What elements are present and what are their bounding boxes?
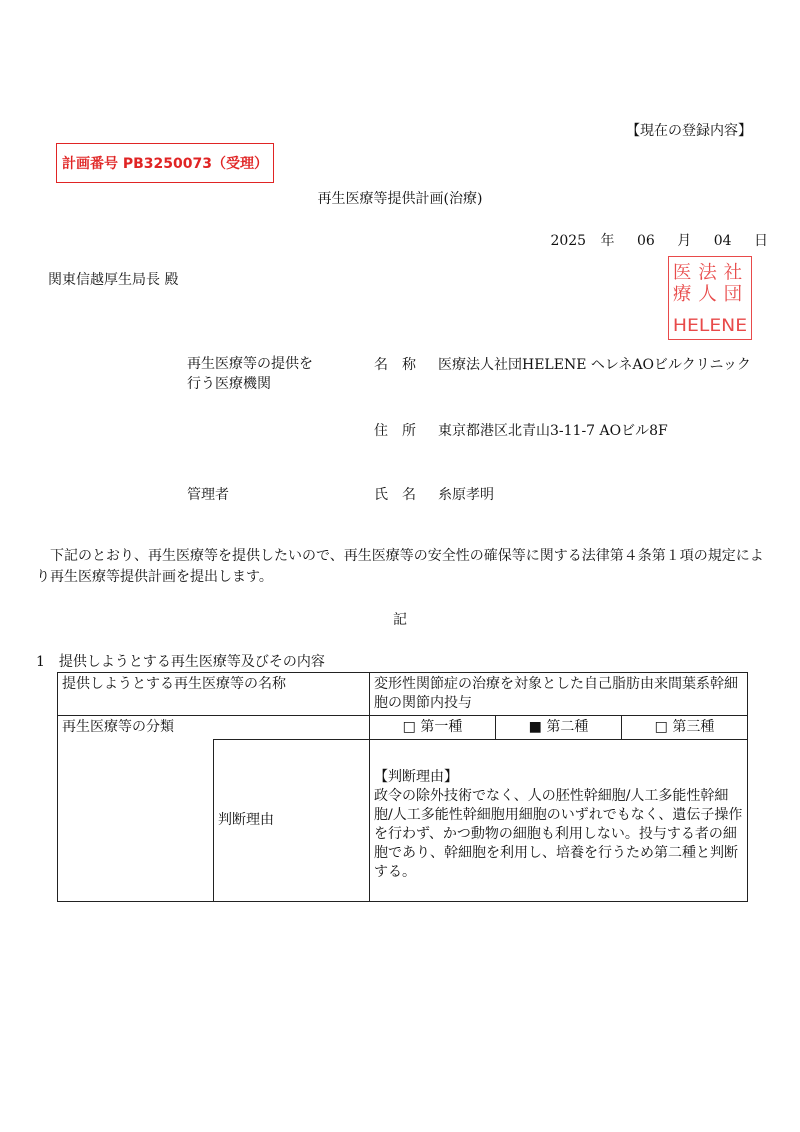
seal-char-1: 医 [672,262,692,284]
seal-char-6: 団 [723,283,743,305]
name-label: 名 称 [374,357,416,373]
table-row [58,716,748,740]
date-month-unit: 月 [677,233,692,249]
document-title: 再生医療等提供計画(治療) [317,191,483,207]
class-option-third: □ 第三種 [621,716,747,739]
classification-options [370,716,748,740]
seal-char-2: 療 [672,283,692,305]
institution-address: 東京都港区北青山3-11-7 AOビル8F [438,423,668,439]
reason-content [370,740,748,902]
manager-name: 糸原孝明 [438,487,494,503]
plan-number-box: 計画番号 PB3250073（受理） [56,143,274,183]
reason-text: 政令の除外技術でなく、人の胚性幹細胞/人工多能性幹細胞/人工多能性幹細胞用細胞のいずれでもなく、遺伝子操作を行わず、かつ動物の細胞も利用しない。投与する者の細胞であり、幹細胞を利用し、培養を行うため第二種と判断する。 [374,788,743,880]
table-row [58,673,748,716]
classification-label: 再生医療等の分類 [58,716,370,740]
provider-label [187,354,313,394]
addressee: 関東信越厚生局長 殿 [48,272,179,288]
empty-cell [58,740,214,902]
therapy-name-value: 変形性関節症の治療を対象とした自己脂肪由来間葉系幹細胞の関節内投与 [370,673,748,716]
date-day-unit: 日 [754,233,768,249]
registration-status: 【現在の登録内容】 [626,123,752,139]
intro-paragraph: 下記のとおり、再生医療等を提供したいので、再生医療等の安全性の確保等に関する法律第４条第１項の規定により再生医療等提供計画を提出します。 [36,548,764,585]
therapy-content-table [57,672,748,902]
corporate-seal [668,256,752,340]
provider-label-line1: 再生医療等の提供を [187,356,313,372]
therapy-name-label: 提供しようとする再生医療等の名称 [58,673,370,716]
submission-date [550,230,768,250]
section-1-heading: 1 提供しようとする再生医療等及びその内容 [36,654,325,670]
date-year: 2025 [550,233,587,249]
manager-name-label: 氏 名 [374,487,416,503]
institution-name: 医療法人社団HELENE ヘレネAOビルクリニック [438,357,751,373]
address-label: 住 所 [374,423,416,439]
reason-label: 判断理由 [214,740,370,902]
class-option-first: □ 第一種 [402,719,463,735]
manager-label: 管理者 [187,487,229,503]
seal-graphic [669,257,751,339]
provider-label-line2: 行う医療機関 [187,376,271,392]
seal-char-5: 社 [723,262,743,284]
seal-char-4: 人 [698,283,717,305]
class-option-second: ■ 第二種 [495,716,621,739]
date-month: 06 [636,233,655,249]
date-year-unit: 年 [600,233,615,249]
date-day: 04 [713,233,732,249]
reason-title: 【判断理由】 [374,769,458,785]
table-row [58,740,748,902]
seal-text: HELENE [672,316,748,336]
ki-heading: 記 [393,612,407,628]
seal-char-3: 法 [698,262,717,284]
